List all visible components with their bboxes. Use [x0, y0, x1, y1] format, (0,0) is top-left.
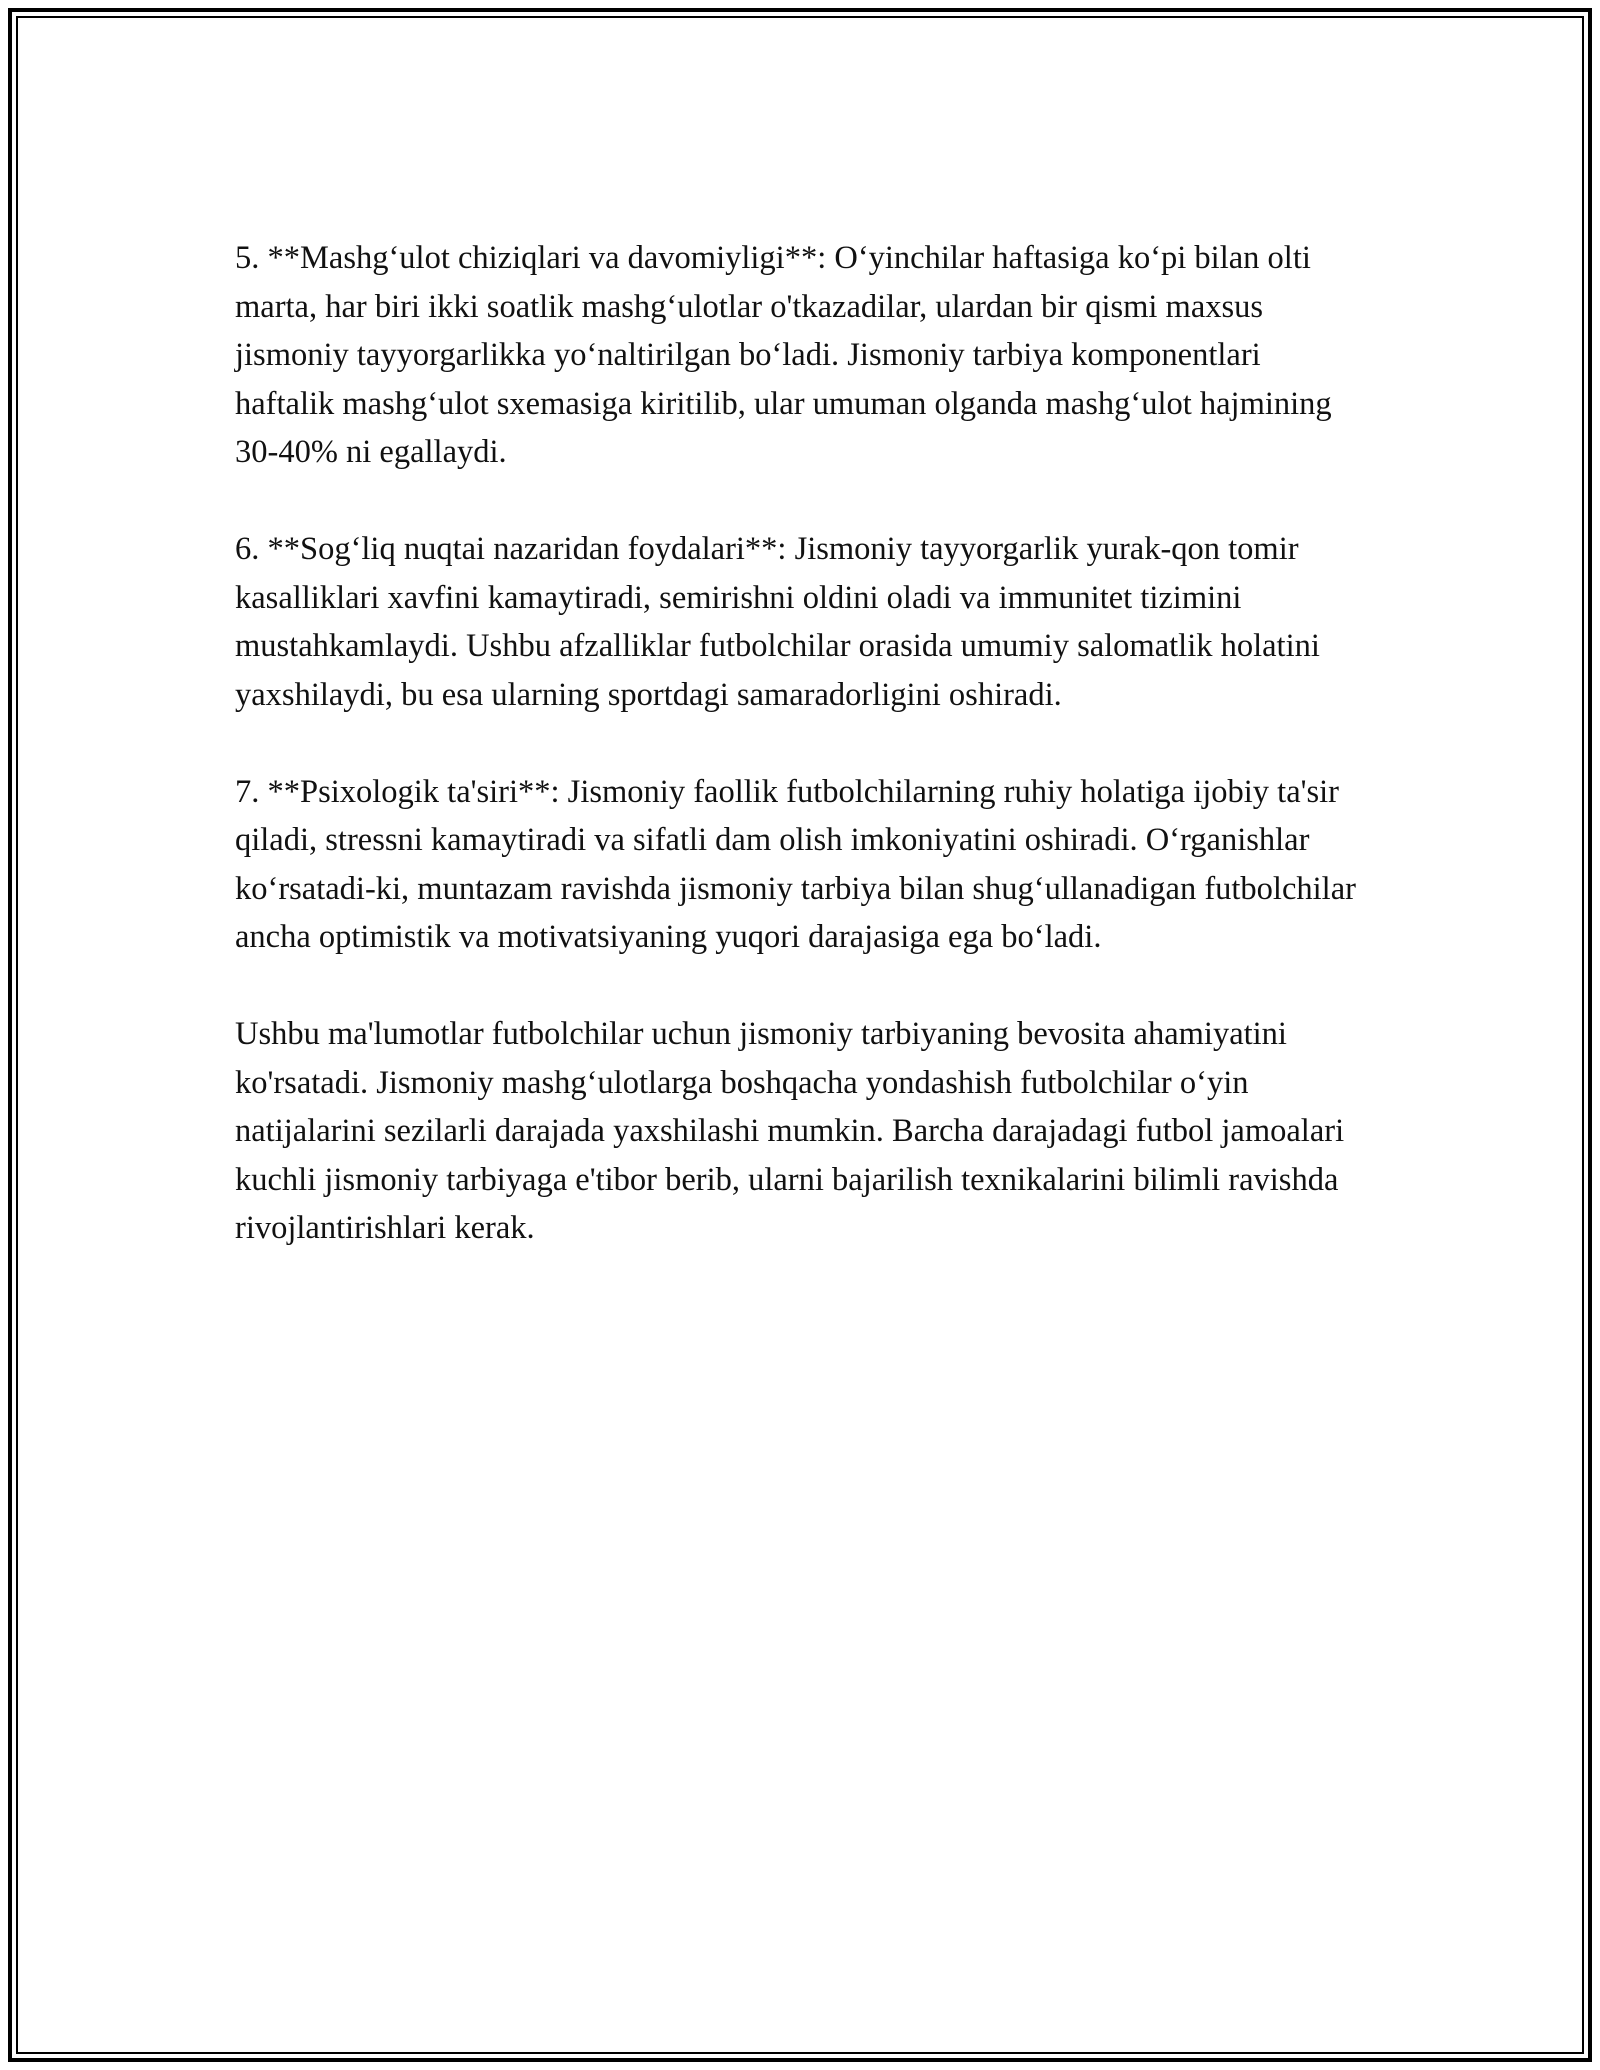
- document-body: [235, 234, 1365, 1253]
- paragraph-health-benefits: 6. **Sogʻliq nuqtai nazaridan foydalari**: Jismoniy tayyorgarlik yurak-qon tomir kasalliklari xavfini kamaytiradi, semirishni oldini oladi va immunitet tizimini mustahkamlaydi. Ushbu afzalliklar futbolchilar orasida umumiy salomatlik holatini yaxshilaydi, bu esa ularning sportdagi samaradorligini oshiradi.: [235, 531, 1320, 713]
- paragraph-conclusion: Ushbu ma'lumotlar futbolchilar uchun jismoniy tarbiyaning bevosita ahamiyatini ko'rsatadi. Jismoniy mashgʻulotlarga boshqacha yondashish futbolchilar oʻyin natijalarini sezilarli darajada yaxshilashi mumkin. Barcha darajadagi futbol jamoalari kuchli jismoniy tarbiyaga e'tibor berib, ularni bajarilish texnikalarini bilimli ravishda rivojlantirishlari kerak.: [235, 1016, 1345, 1246]
- paragraph-psychological-effect: 7. **Psixologik ta'siri**: Jismoniy faollik futbolchilarning ruhiy holatiga ijobiy ta'sir qiladi, stressni kamaytiradi va sifatli dam olish imkoniyatini oshiradi. Oʻrganishlar koʻrsatadi-ki, muntazam ravishda jismoniy tarbiya bilan shugʻullanadigan futbolchilar ancha optimistik va motivatsiyaning yuqori darajasiga ega boʻladi.: [235, 773, 1356, 955]
- paragraph-training-lines: 5. **Mashgʻulot chiziqlari va davomiyligi**: Oʻyinchilar haftasiga koʻpi bilan olti marta, har biri ikki soatlik mashgʻulotlar o'tkazadilar, ulardan bir qismi maxsus jismoniy tayyorgarlikka yoʻnaltirilgan boʻladi. Jismoniy tarbiya komponentlari haftalik mashgʻulot sxemasiga kiritilib, ular umuman olganda mashgʻulot hajmining 30-40% ni egallaydi.: [235, 240, 1332, 470]
